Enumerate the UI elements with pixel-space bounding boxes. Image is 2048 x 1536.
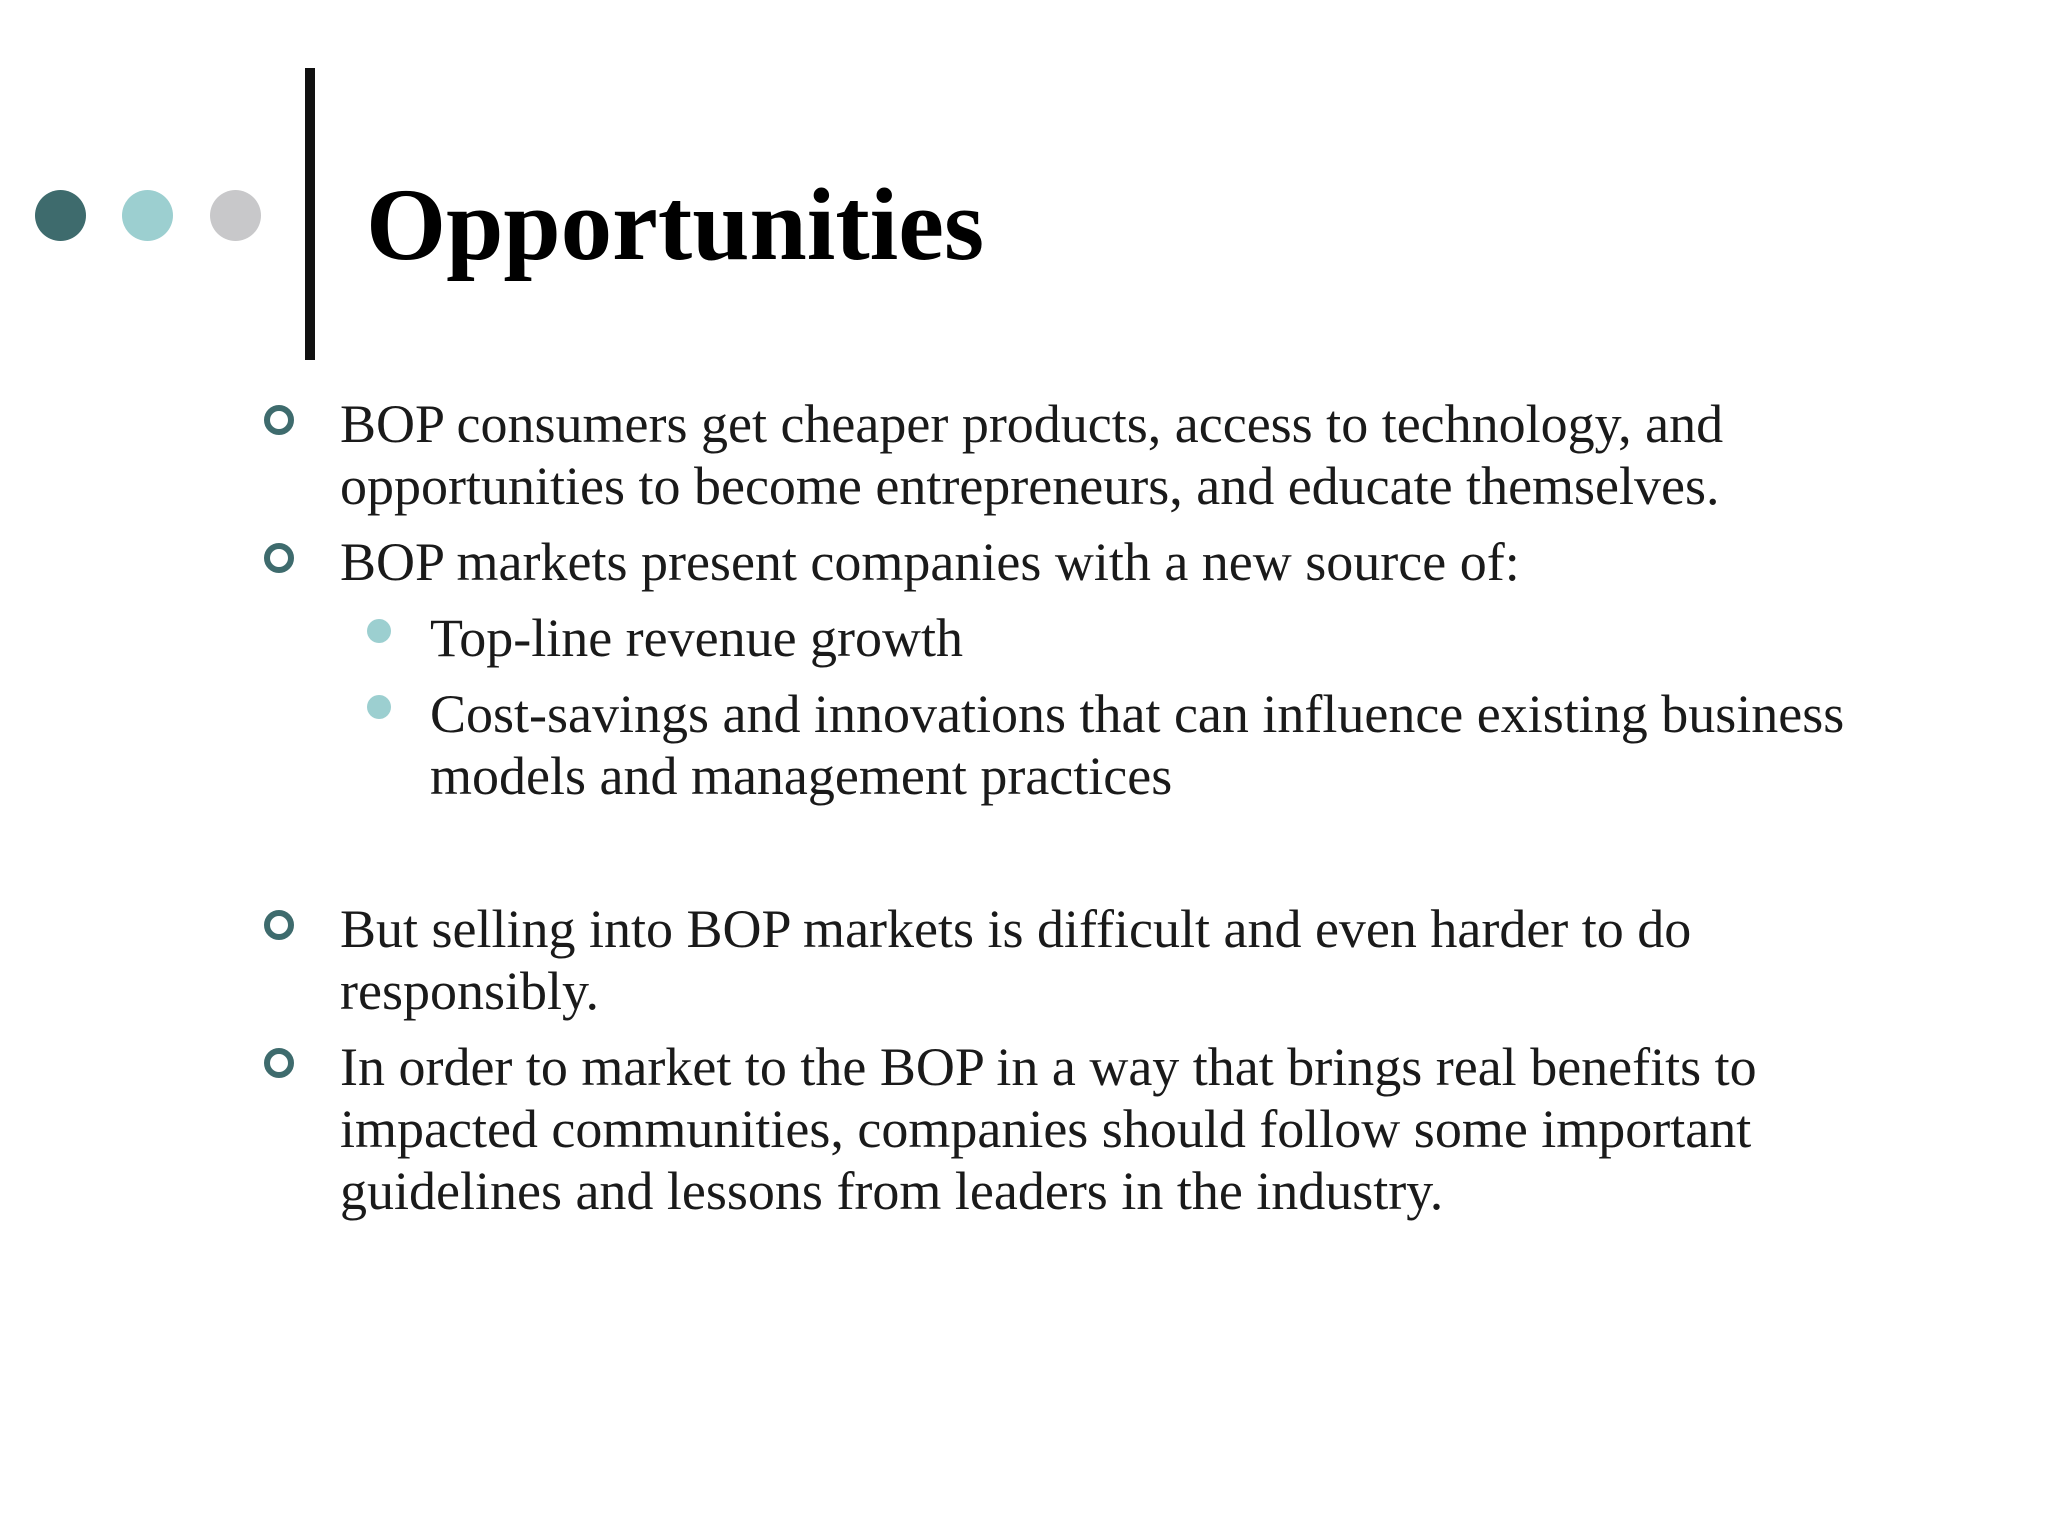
sub-bullet-text: Top-line revenue growth xyxy=(430,608,964,668)
slide-title: Opportunities xyxy=(366,168,985,282)
ring-bullet-icon xyxy=(264,543,294,573)
bullet-text: In order to market to the BOP in a way that brings real benefits to impacted communities, companies should follow some important guidelines and lessons from leaders in the industry. xyxy=(340,1037,1757,1221)
ring-bullet-icon xyxy=(264,910,294,940)
sub-bullet-text: Cost-savings and innovations that can influence existing business models and management practices xyxy=(430,684,1845,806)
sub-bullet-item xyxy=(430,607,1940,669)
ring-bullet-icon xyxy=(264,1048,294,1078)
dot-bullet-icon xyxy=(367,695,391,719)
bullet-text: BOP consumers get cheaper products, access to technology, and opportunities to become entrepreneurs, and educate themselves. xyxy=(340,394,1724,516)
dot-bullet-icon xyxy=(367,619,391,643)
bullet-text: But selling into BOP markets is difficult and even harder to do responsibly. xyxy=(340,899,1692,1021)
bullet-item xyxy=(340,1036,1900,1222)
bullet-item xyxy=(340,898,1900,1022)
bullet-item xyxy=(340,393,1900,517)
bullet-item xyxy=(340,531,1900,593)
sub-bullet-item xyxy=(430,683,1940,807)
ring-bullet-icon xyxy=(264,405,294,435)
bullet-text: BOP markets present companies with a new source of: xyxy=(340,532,1520,592)
